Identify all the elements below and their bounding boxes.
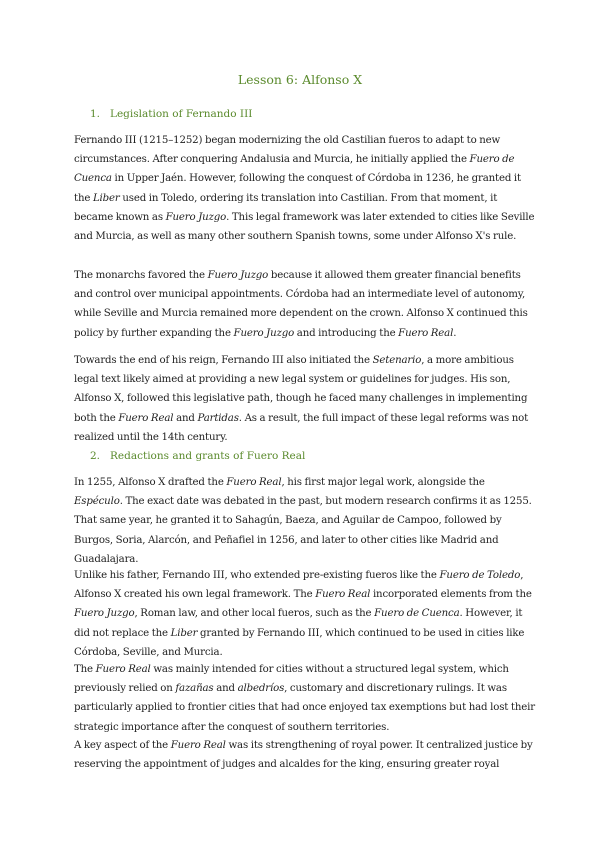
emphasis-text: Fuero de Cuenca xyxy=(374,608,460,620)
emphasis-text: Liber xyxy=(170,627,198,639)
paragraph: A key aspect of the Fuero Real was its strengthening of royal power. It centralized justice by reserving the appointment of judges and alcaldes for the king, ensuring greater royal xyxy=(74,740,533,771)
section-heading-text: Legislation of Fernando III xyxy=(110,108,253,120)
emphasis-text: Fuero Real xyxy=(170,740,226,751)
emphasis-text: albedríos xyxy=(237,683,285,695)
section-number: 1. xyxy=(90,108,101,120)
section-heading-2 xyxy=(90,450,305,462)
emphasis-text: Fuero de Toledo xyxy=(439,570,521,581)
emphasis-text: Espéculo xyxy=(74,496,120,508)
emphasis-text: Partidas xyxy=(197,412,239,424)
paragraph: Towards the end of his reign, Fernando III also initiated the Setenario, a more ambitious legal text likely aimed at providing a new legal system or guidelines for judges. His son, Alfonso X, followed this legislative path, though he faced many challenges in implementing both the Fuero Real and Partidas. As a result, the full impact of these legal reforms was not realized until the 14th century. xyxy=(74,355,529,443)
emphasis-text: Fuero Real xyxy=(398,327,454,339)
paragraph: Fernando III (1215–1252) began modernizing the old Castilian fueros to adapt to new circumstances. After conquering Andalusia and Murcia, he initially applied the Fuero de Cuenca in Upper Jaén. However, following the conquest of Córdoba in 1236, he granted it the Liber used in Toledo, ordering its translation into Castilian. From that moment, it became known as Fuero Juzgo. This legal framework was later extended to cities like Seville and Murcia, as well as many other southern Spanish towns, some under Alfonso X's rule. xyxy=(74,135,535,243)
section-heading-text: Redactions and grants of Fuero Real xyxy=(110,450,306,462)
section-heading-1 xyxy=(90,108,252,120)
emphasis-text: Fuero de Cuenca xyxy=(74,154,515,185)
emphasis-text: Fuero Real xyxy=(95,664,151,675)
section-number: 2. xyxy=(90,450,101,462)
paragraph: The Fuero Real was mainly intended for cities without a structured legal system, which previously relied on fazañas and albedríos, customary and discretionary rulings. It was particularly applied to frontier cities that had once enjoyed tax exemptions but had lost their strategic importance after the conquest of southern territories. xyxy=(74,664,535,733)
emphasis-text: fazañas xyxy=(175,683,214,695)
emphasis-text: Fuero Real xyxy=(315,589,371,601)
emphasis-text: Liber xyxy=(92,192,120,204)
emphasis-text: Fuero Juzgo xyxy=(74,608,135,620)
emphasis-text: Fuero Juzgo xyxy=(207,270,269,281)
paragraph: In 1255, Alfonso X drafted the Fuero Real, his first major legal work, alongside the Espéculo. The exact date was debated in the past, but modern research confirms it as 1255. That same year, he granted it to Sahagún, Baeza, and Aguilar de Campoo, followed by Burgos, Soria, Alarcón, and Peñafiel in 1256, and later to other cities like Madrid and Guadalajara. xyxy=(74,477,532,565)
emphasis-text: Setenario xyxy=(372,355,422,366)
emphasis-text: Fuero Juzgo xyxy=(165,211,227,223)
page-title: Lesson 6: Alfonso X xyxy=(237,72,363,87)
emphasis-text: Fuero Juzgo xyxy=(233,327,295,339)
paragraph: The monarchs favored the Fuero Juzgo because it allowed them greater financial benefits and control over municipal appointments. Córdoba had an intermediate level of autonomy, while Seville and Murcia remained more dependent on the crown. Alfonso X continued this policy by further expanding the Fuero Juzgo and introducing the Fuero Real. xyxy=(74,270,528,339)
emphasis-text: Fuero Real xyxy=(118,412,174,424)
paragraph: Unlike his father, Fernando III, who extended pre-existing fueros like the Fuero de Toledo, Alfonso X created his own legal framework. The Fuero Real incorporated elements from the Fuero Juzgo, Roman law, and other local fueros, such as the Fuero de Cuenca. However, it did not replace the Liber granted by Fernando III, which continued to be used in cities like Córdoba, Seville, and Murcia. xyxy=(74,570,532,658)
emphasis-text: Fuero Real xyxy=(226,477,282,488)
